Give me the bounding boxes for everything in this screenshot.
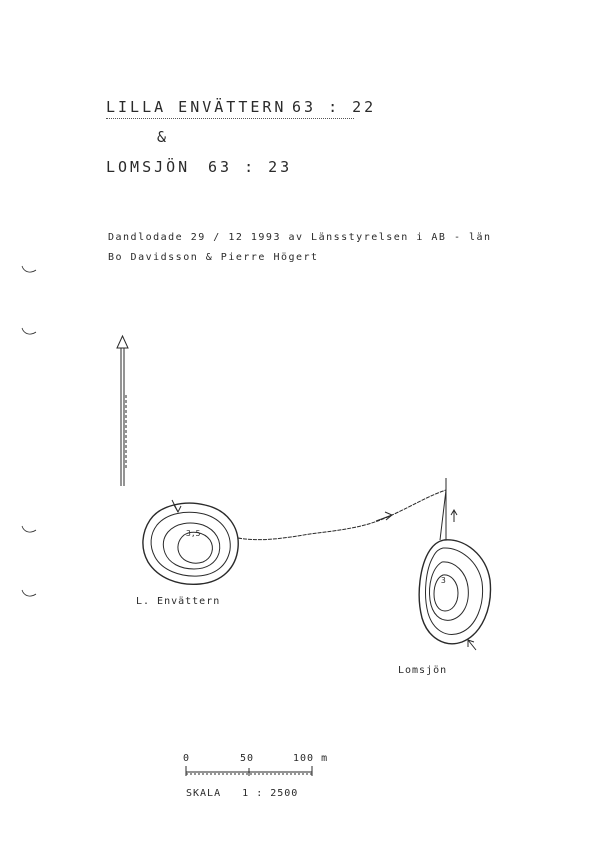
lake2-title: LOMSJÖN xyxy=(106,158,191,176)
scale-bar xyxy=(186,766,312,776)
stream-arrow xyxy=(376,512,392,521)
lake2-contours xyxy=(419,540,490,650)
lake1-title: LILLA ENVÄTTERN xyxy=(106,98,287,116)
lake2-code: 63 : 23 xyxy=(208,158,293,176)
lake1-label: L. Envättern xyxy=(136,596,221,607)
lake2-depth: 3 xyxy=(441,576,446,585)
lake1-contours xyxy=(143,500,238,584)
north-arrow-icon xyxy=(117,336,128,486)
scale-tick-0: 0 xyxy=(183,753,191,764)
margin-marks xyxy=(22,266,36,596)
lake2-label: Lomsjön xyxy=(398,665,448,676)
scale-tick-100: 100 m xyxy=(293,753,329,764)
lake1-depth: 3,5 xyxy=(186,529,201,538)
credit-line-1: Dandlodade 29 / 12 1993 av Länsstyrelsen i AB - län xyxy=(108,232,492,243)
scale-tick-50: 50 xyxy=(240,753,255,764)
connecting-stream xyxy=(238,490,446,540)
lake1-code: 63 : 22 xyxy=(292,98,377,116)
credit-line-2: Bo Davidsson & Pierre Högert xyxy=(108,252,319,263)
ampersand: & xyxy=(157,128,170,146)
scale-label: SKALA 1 : 2500 xyxy=(186,788,299,799)
